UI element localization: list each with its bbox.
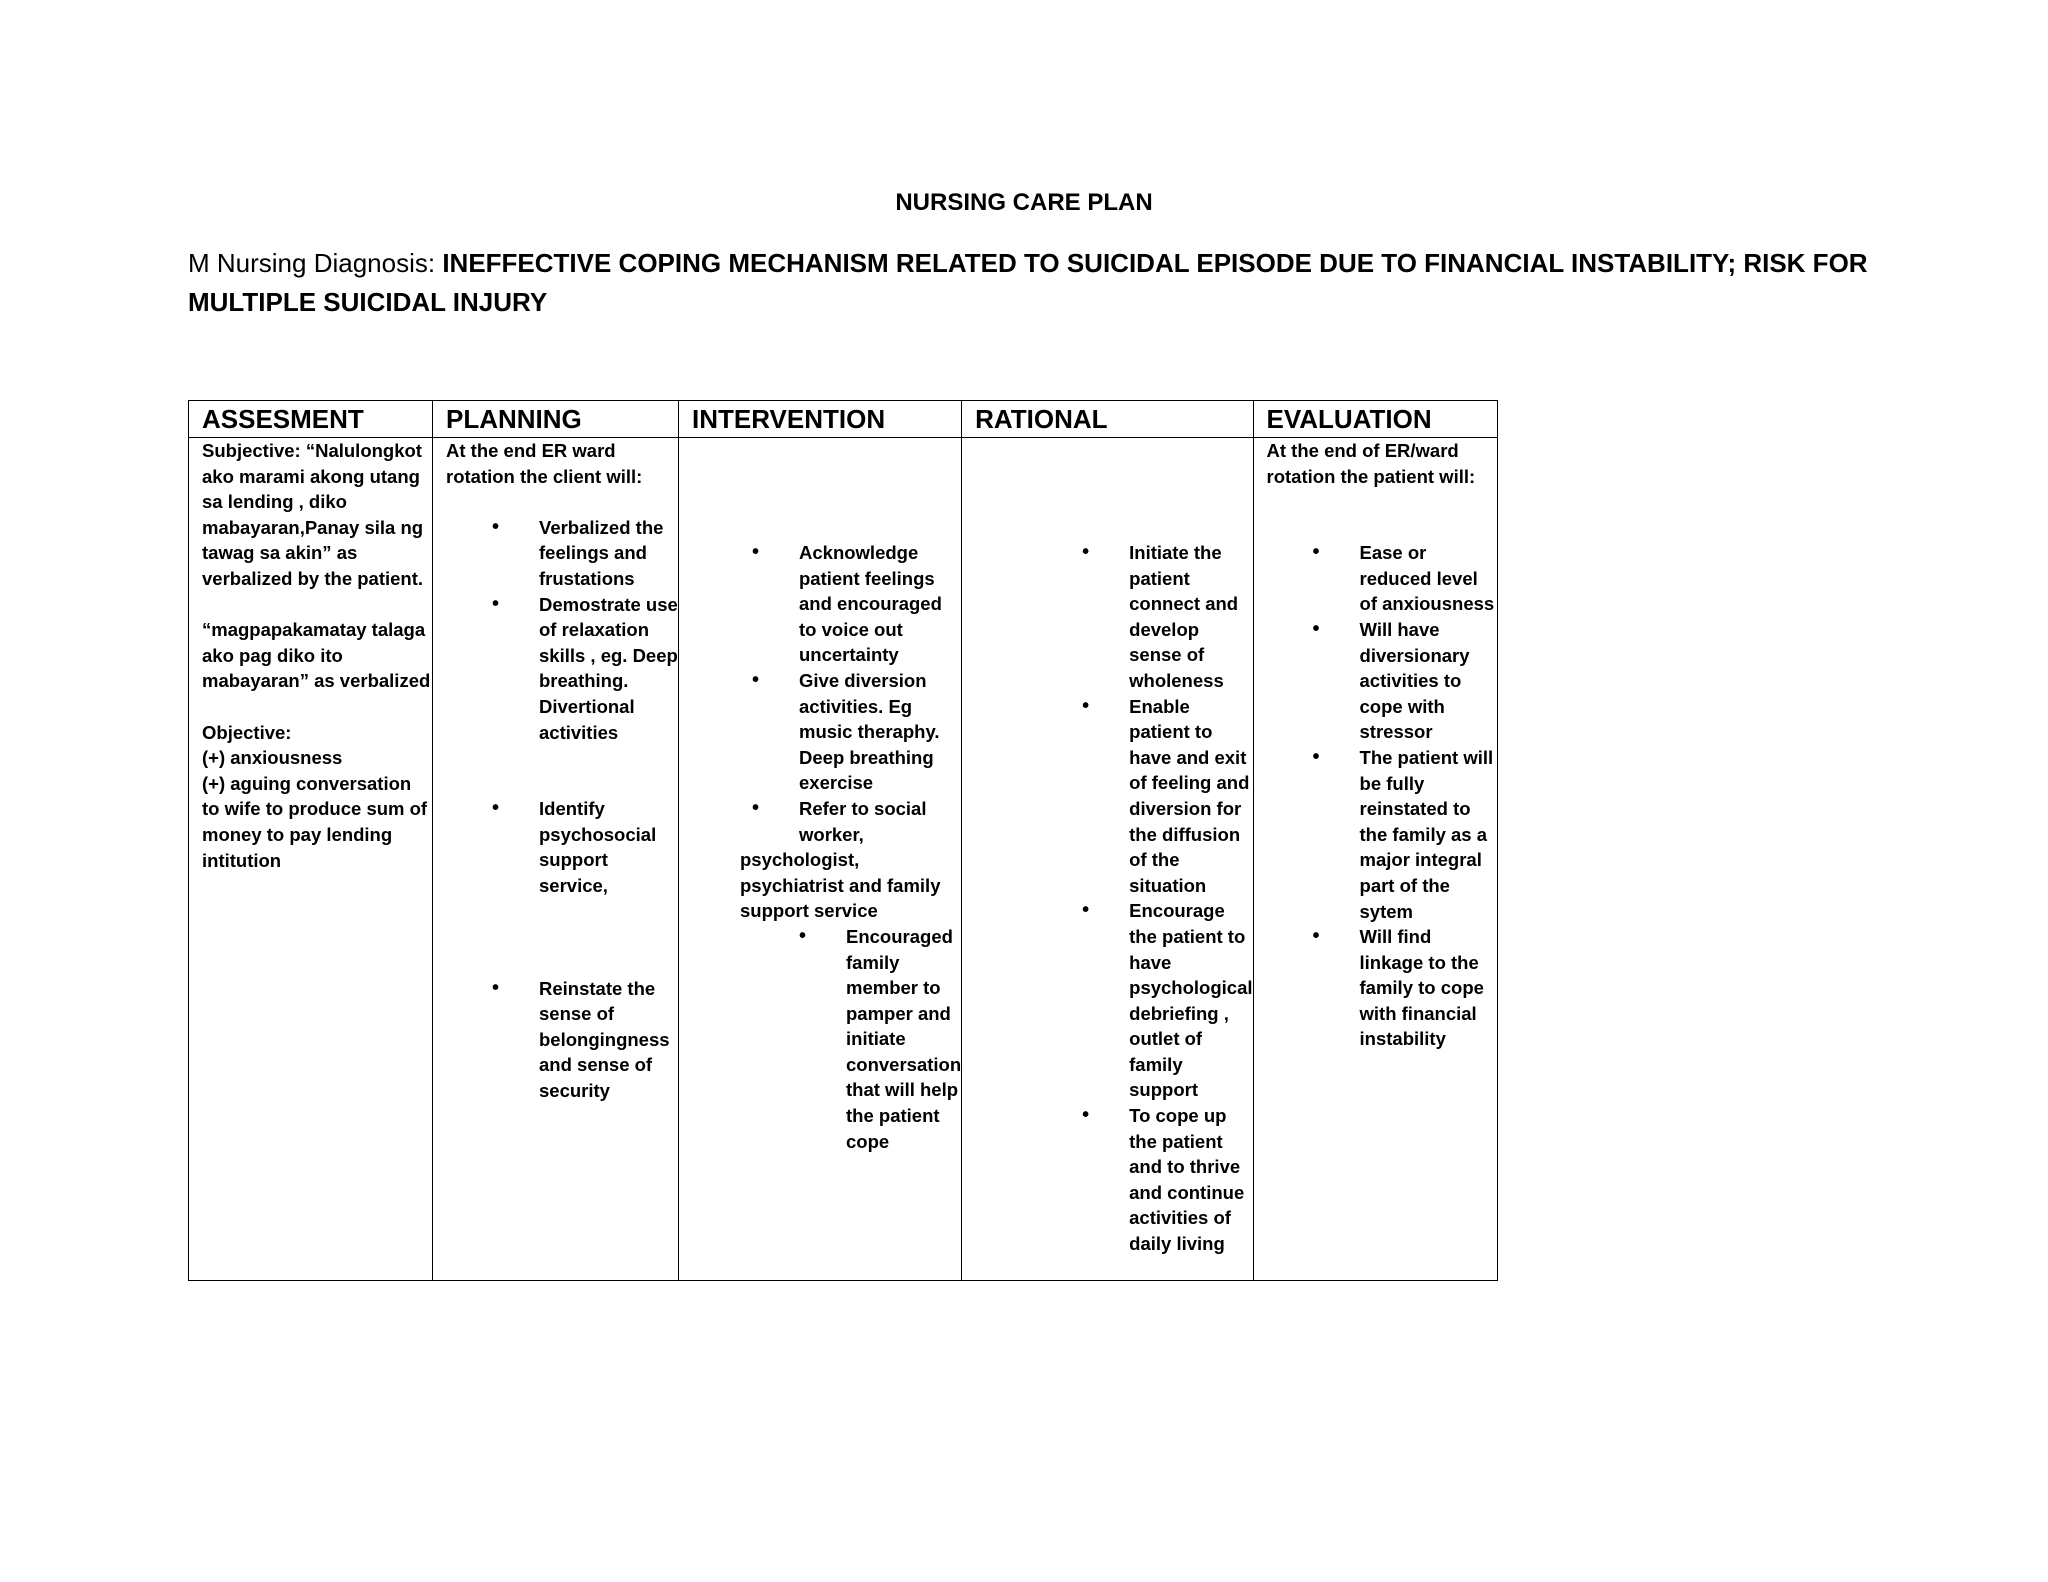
list-item: • Verbalized the feelings and frustations	[539, 515, 678, 592]
planning-list	[539, 796, 678, 898]
list-item: • Will find linkage to the family to cope with financial instability	[1360, 924, 1497, 1052]
patient-quote: “magpapakamatay talaga ako pag diko ito mabayaran” as verbalized	[202, 619, 431, 692]
header-planning: PLANNING	[433, 401, 679, 438]
diagnosis-label: M Nursing Diagnosis:	[188, 248, 443, 278]
list-item: • Ease or reduced level of anxiousness	[1360, 540, 1497, 617]
intervention-list	[799, 540, 961, 847]
intervention-cell	[679, 438, 962, 1281]
list-item: • Identify psychosocial support service,	[539, 796, 678, 898]
list-item: • Enable patient to have and exit of feeling and diversion for the diffusion of the situation	[1129, 694, 1252, 899]
list-item: • Will have diversionary activities to cope with stressor	[1360, 617, 1497, 745]
list-item: • Encourage the patient to have psychological debriefing , outlet of family support	[1129, 898, 1252, 1103]
planning-list	[539, 976, 678, 1104]
objective-label: Objective:	[202, 721, 292, 743]
header-evaluation: EVALUATION	[1253, 401, 1497, 438]
rational-cell	[962, 438, 1253, 1281]
objective-item: (+) anxiousness	[202, 747, 343, 769]
evaluation-intro: At the end of ER/ward rotation the patient will:	[1266, 440, 1476, 487]
care-plan-table	[188, 400, 1498, 1281]
list-item: • Initiate the patient connect and develop sense of wholeness	[1129, 540, 1252, 694]
header-assessment: ASSESMENT	[189, 401, 433, 438]
table-header-row	[189, 401, 1498, 438]
evaluation-cell	[1253, 438, 1497, 1281]
list-item: • To cope up the patient and to thrive and continue activities of daily living	[1129, 1103, 1252, 1257]
intervention-sublist	[846, 924, 961, 1154]
planning-intro: At the end ER ward rotation the client will:	[446, 440, 643, 487]
list-item: • Acknowledge patient feelings and encouraged to voice out uncertainty	[799, 540, 961, 668]
list-item: • The patient will be fully reinstated to the family as a major integral part of the sytem	[1360, 745, 1497, 924]
subjective-data: Subjective: “Nalulongkot ako marami akong utang sa lending , diko mabayaran,Panay sila ng tawag sa akin” as verbalized by the patient.	[202, 440, 424, 589]
list-item: • Refer to social worker,	[799, 796, 961, 847]
evaluation-list	[1360, 540, 1497, 1052]
header-rational: RATIONAL	[962, 401, 1253, 438]
list-item: • Demostrate use of relaxation skills , eg. Deep breathing. Divertional activities	[539, 592, 678, 746]
header-intervention: INTERVENTION	[679, 401, 962, 438]
diagnosis-text: INEFFECTIVE COPING MECHANISM RELATED TO SUICIDAL EPISODE DUE TO FINANCIAL INSTABILITY; RISK FOR MULTIPLE SUICIDAL INJURY	[188, 248, 1868, 317]
table-row	[189, 438, 1498, 1281]
objective-item: (+) aguing conversation to wife to produce sum of money to pay lending intitution	[202, 772, 428, 871]
nursing-diagnosis	[188, 244, 1888, 322]
intervention-continuation: psychologist, psychiatrist and family support service	[740, 849, 941, 922]
planning-list	[539, 515, 678, 745]
rational-list	[1129, 540, 1252, 1257]
list-item: • Give diversion activities. Eg music theraphy. Deep breathing exercise	[799, 668, 961, 796]
planning-cell	[433, 438, 679, 1281]
list-item: • Encouraged family member to pamper and initiate conversation that will help the patient cope	[846, 924, 961, 1154]
assessment-cell	[189, 438, 433, 1281]
list-item: • Reinstate the sense of belongingness and sense of security	[539, 976, 678, 1104]
document-title: NURSING CARE PLAN	[895, 189, 1153, 216]
